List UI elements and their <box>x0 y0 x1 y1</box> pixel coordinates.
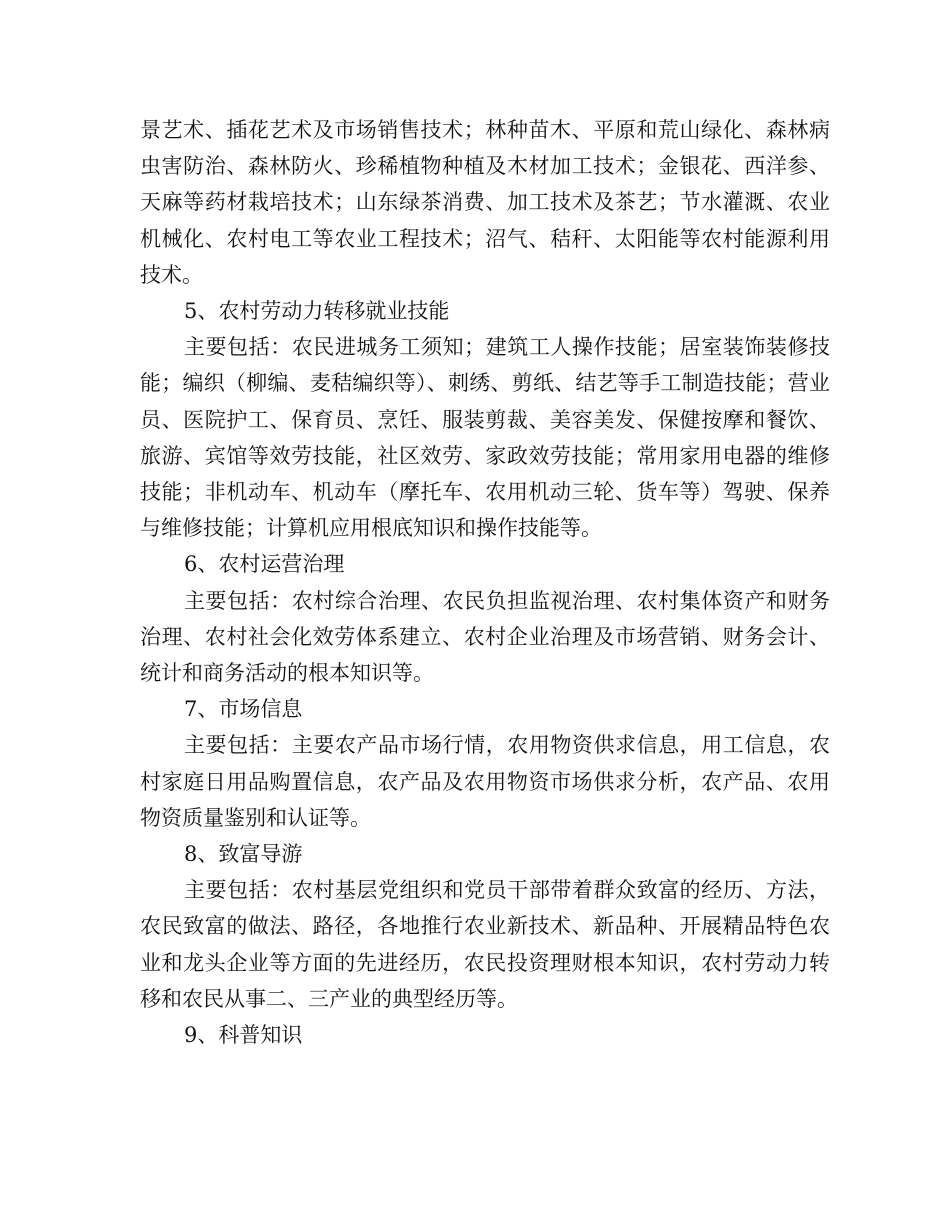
section-heading-6: 6、农村运营治理 <box>184 552 345 577</box>
paragraph-section-7: 主要包括：主要农产品市场行情，农用物资供求信息，用工信息，农村家庭日用品购置信息，农产品及农用物资市场供求分析，农产品、农用物资质量鉴别和认证等。 <box>140 733 830 830</box>
section-heading-5: 5、农村劳动力转移就业技能 <box>184 299 450 324</box>
paragraph-section-5: 主要包括：农民进城务工须知；建筑工人操作技能；居室装饰装修技能；编织（柳编、麦秸编织等）、刺绣、剪纸、结艺等手工制造技能；营业员、医院护工、保育员、烹饪、服装剪裁、美容美发、保健按摩和餐饮、旅游、宾馆等效劳技能，社区效劳、家政效劳技能；常用家用电器的维修技能；非机动车、机动车（摩托车、农用机动三轮、货车等）驾驶、保养与维修技能；计算机应用根底知识和操作技能等。 <box>140 335 830 541</box>
section-heading-8: 8、致富导游 <box>184 842 303 867</box>
paragraph-section-6: 主要包括：农村综合治理、农民负担监视治理、农村集体资产和财务治理、农村社会化效劳体系建立、农村企业治理及市场营销、财务会计、统计和商务活动的根本知识等。 <box>140 588 830 686</box>
paragraph-continuation: 景艺术、插花艺术及市场销售技术；林种苗木、平原和荒山绿化、森林病虫害防治、森林防火、珍稀植物种植及木材加工技术；金银花、西洋参、天麻等药材栽培技术；山东绿茶消费、加工技术及茶艺；节水灌溉、农业机械化、农村电工等农业工程技术；沼气、秸秆、太阳能等农村能源利用技术。 <box>140 118 830 287</box>
paragraph-section-8: 主要包括：农村基层党组织和党员干部带着群众致富的经历、方法，农民致富的做法、路径，各地推行农业新技术、新品种、开展精品特色农业和龙头企业等方面的先进经历，农民投资理财根本知识，农村劳动力转移和农民从事二、三产业的典型经历等。 <box>140 878 830 1011</box>
section-heading-7: 7、市场信息 <box>184 697 303 722</box>
document-page <box>140 112 830 1053</box>
section-heading-9: 9、科普知识 <box>184 1023 303 1048</box>
